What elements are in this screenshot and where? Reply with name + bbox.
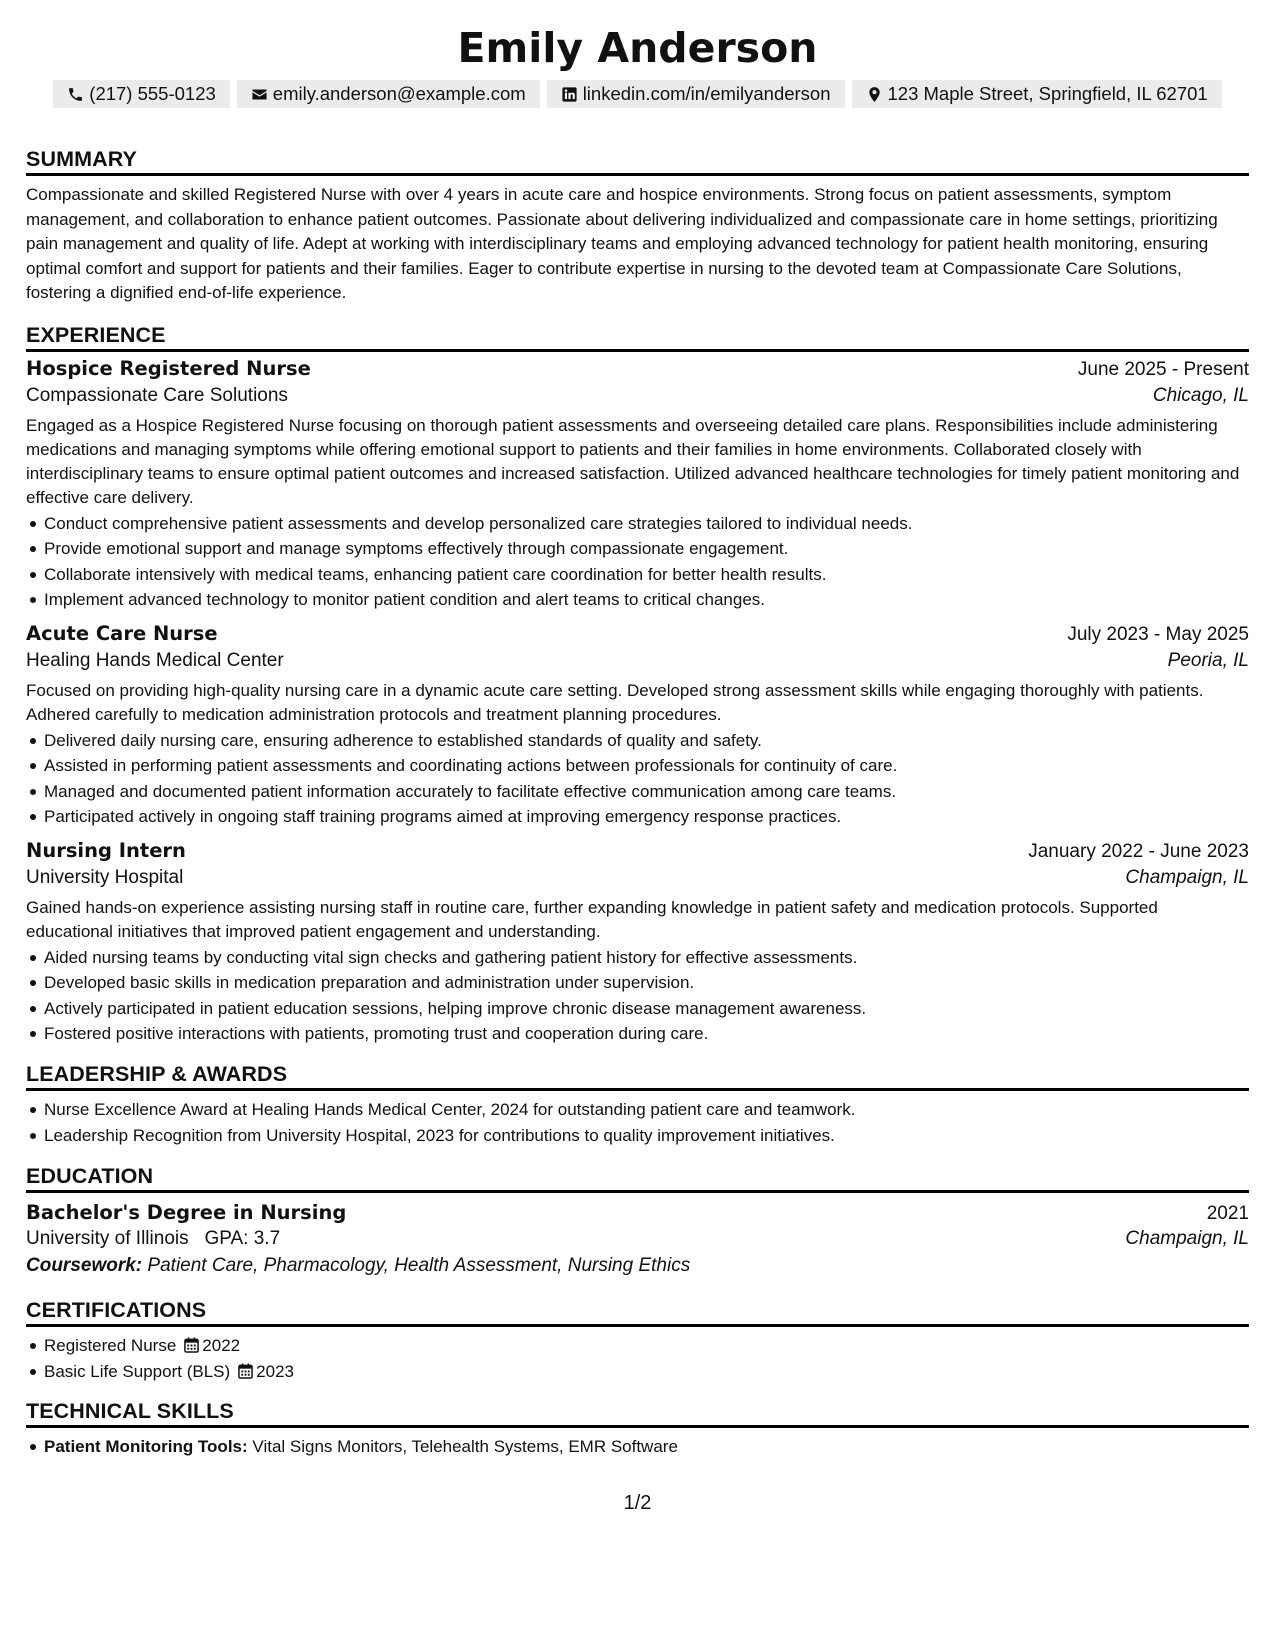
graduation-year: 2021 [1206,1203,1249,1225]
job-company: Healing Hands Medical Center [26,650,284,672]
list-item [26,1359,1249,1385]
list-item: Nurse Excellence Award at Healing Hands Medical Center, 2024 for outstanding patient care and teamwork. [26,1097,1249,1123]
job-entry [26,357,1249,614]
job-header [26,357,1249,381]
map-pin-icon [866,86,883,103]
job-location: Champaign, IL [1125,867,1249,889]
list-item [26,1434,1249,1460]
school-name: University of Illinois [26,1228,189,1250]
email-text: emily.anderson@example.com [272,83,526,104]
job-location: Peoria, IL [1167,650,1249,672]
envelope-icon [251,86,268,103]
linkedin-text: linkedin.com/in/emilyanderson [582,83,831,104]
list-item: Aided nursing teams by conducting vital sign checks and gathering patient history for effective assessments. [26,945,1249,971]
list-item: Delivered daily nursing care, ensuring adherence to established standards of quality and safety. [26,728,1249,754]
job-header [26,622,1249,646]
list-item: Collaborate intensively with medical teams, enhancing patient care coordination for better health results. [26,562,1249,588]
list-item: Implement advanced technology to monitor patient condition and alert teams to critical changes. [26,587,1249,613]
job-bullets [26,728,1249,830]
skills-section [26,1398,1249,1460]
job-title: Hospice Registered Nurse [26,356,311,380]
degree-title: Bachelor's Degree in Nursing [26,1201,347,1225]
education-section [26,1163,1249,1277]
leadership-section [26,1061,1249,1148]
cert-year: 2022 [202,1336,241,1356]
list-item: Developed basic skills in medication preparation and administration under supervision. [26,970,1249,996]
cert-name: Registered Nurse [44,1336,177,1356]
education-header [26,1201,1249,1225]
job-entry [26,622,1249,830]
section-title: TECHNICAL SKILLS [26,1398,1249,1428]
skill-label: Patient Monitoring Tools: [44,1437,248,1457]
job-description: Focused on providing high-quality nursing care in a dynamic acute care setting. Developed strong assessment skills while engaging thoroughly with patients. Adhered carefully to medication administration protocols and treatment planning procedures. [26,681,1204,725]
phone-text: (217) 555-0123 [89,83,216,104]
job-entry [26,839,1249,1047]
job-location: Chicago, IL [1152,384,1249,406]
contact-phone [53,80,230,108]
address-text: 123 Maple Street, Springfield, IL 62701 [887,83,1208,104]
section-title: CERTIFICATIONS [26,1297,1249,1327]
job-subheader [26,385,1249,407]
contact-linkedin[interactable] [547,80,845,108]
job-subheader [26,650,1249,672]
list-item: Managed and documented patient information accurately to facilitate effective communication among care teams. [26,779,1249,805]
job-bullets [26,945,1249,1047]
section-title: SUMMARY [26,146,1249,176]
skill-value: Vital Signs Monitors, Telehealth Systems, EMR Software [252,1437,678,1457]
list-item: Leadership Recognition from University Hospital, 2023 for contributions to quality improvement initiatives. [26,1123,1249,1149]
phone-icon [67,86,84,103]
list-item: Assisted in performing patient assessments and coordinating actions between professionals for continuity of care. [26,753,1249,779]
contact-bar [26,80,1249,108]
coursework-line [26,1255,1249,1277]
job-title: Acute Care Nurse [26,622,218,646]
job-title: Nursing Intern [26,839,186,863]
skills-list [26,1434,1249,1460]
certifications-section [26,1297,1249,1384]
job-dates: January 2022 - June 2023 [1028,841,1249,863]
job-description: Gained hands-on experience assisting nursing staff in routine care, further expanding knowledge in patient safety and medication protocols. Supported educational initiatives that improved patient engagement and understanding. [26,898,1158,942]
list-item: Participated actively in ongoing staff training programs aimed at improving emergency response practices. [26,804,1249,830]
contact-address [852,80,1222,108]
job-dates: July 2023 - May 2025 [1067,624,1249,646]
school-line [26,1228,280,1250]
job-dates: June 2025 - Present [1077,358,1249,380]
education-subheader [26,1228,1249,1250]
experience-section [26,322,1249,1048]
summary-text: Compassionate and skilled Registered Nurse with over 4 years in acute care and hospice environments. Strong focus on patient assessments, symptom management, and collaboration to enhance patient outcomes. Passionate about delivering individualized and compassionate care in home settings, prioritizing pain management and quality of life. Adept at working with interdisciplinary teams and employing advanced technology for patient health monitoring, ensuring optimal comfort and support for patients and their families. Eager to contribute expertise in nursing to the devoted team at Compassionate Care Solutions, fostering a dignified end-of-life experience. [26,185,1218,302]
calendar-icon [184,1337,199,1353]
list-item: Actively participated in patient education sessions, helping improve chronic disease management awareness. [26,996,1249,1022]
job-description: Engaged as a Hospice Registered Nurse focusing on thorough patient assessments and overseeing detailed care plans. Responsibilities include administering medications and managing symptoms while offering emotional support to patients and their families in home environments. Collaborated closely with interdisciplinary teams to ensure optimal patient outcomes and increased satisfaction. Utilized advanced healthcare technologies for timely patient monitoring and effective care delivery. [26,415,1240,508]
job-company: University Hospital [26,867,184,889]
list-item: Conduct comprehensive patient assessments and develop personalized care strategies tailored to individual needs. [26,511,1249,537]
list-item: Provide emotional support and manage symptoms effectively through compassionate engagement. [26,536,1249,562]
certifications-list [26,1333,1249,1384]
list-item [26,1333,1249,1359]
section-title: EXPERIENCE [26,322,1249,352]
calendar-icon [238,1363,253,1379]
cert-year: 2023 [256,1361,294,1381]
list-item: Fostered positive interactions with patients, promoting trust and cooperation during care. [26,1021,1249,1047]
school-location: Champaign, IL [1125,1228,1249,1250]
job-bullets [26,511,1249,613]
linkedin-icon [561,86,578,103]
coursework-text: Patient Care, Pharmacology, Health Assessment, Nursing Ethics [147,1255,691,1277]
job-company: Compassionate Care Solutions [26,384,288,406]
job-subheader [26,867,1249,889]
job-header [26,839,1249,863]
section-title: LEADERSHIP & AWARDS [26,1061,1249,1091]
page-number: 1/2 [623,1492,652,1514]
section-title: EDUCATION [26,1163,1249,1193]
contact-email[interactable] [237,80,540,108]
cert-name: Basic Life Support (BLS) [44,1361,231,1381]
leadership-list [26,1097,1249,1148]
gpa: GPA: 3.7 [204,1228,281,1250]
coursework-label: Coursework: [26,1255,143,1277]
resume-name: Emily Anderson [457,24,818,72]
summary-section [26,146,1249,306]
